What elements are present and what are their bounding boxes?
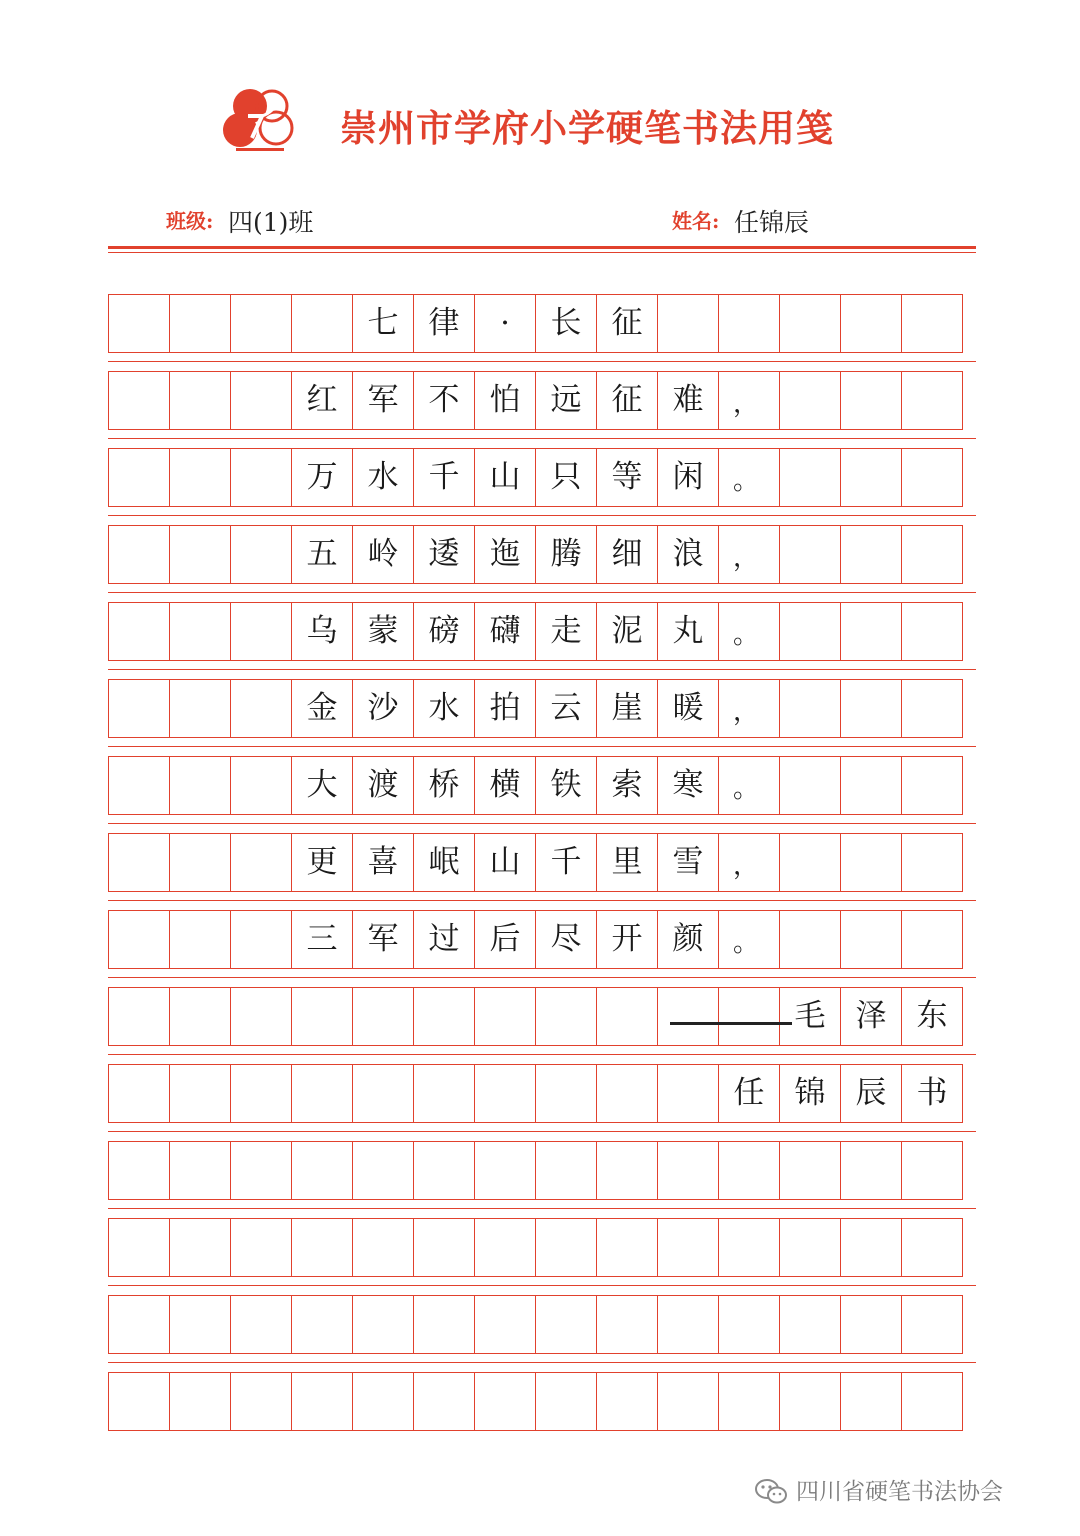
- grid-cell: ·: [474, 294, 536, 353]
- grid-cell: 辰: [840, 1064, 902, 1123]
- grid-row: [108, 1295, 976, 1354]
- grid-cell: 礴: [474, 602, 536, 661]
- grid-cell: [230, 294, 292, 353]
- grid-cell: [657, 1141, 719, 1200]
- grid-cell: 律: [413, 294, 475, 353]
- grid-cell: 。: [718, 756, 780, 815]
- wechat-icon: [754, 1478, 788, 1506]
- grid-cell: [413, 1141, 475, 1200]
- grid-cell: 。: [718, 448, 780, 507]
- grid-cell: [108, 371, 170, 430]
- grid-cell: [230, 1295, 292, 1354]
- grid-cell: [840, 833, 902, 892]
- grid-cell: [352, 1295, 414, 1354]
- grid-cell: [352, 1064, 414, 1123]
- grid-cell: 颜: [657, 910, 719, 969]
- watermark: [754, 1476, 1003, 1508]
- grid-cell: 雪: [657, 833, 719, 892]
- grid-cell: [108, 987, 170, 1046]
- grid-row: [108, 602, 976, 661]
- grid-cell: [108, 1372, 170, 1431]
- row-separator: [108, 1208, 976, 1209]
- grid-cell: [291, 1141, 353, 1200]
- grid-row: [108, 371, 976, 430]
- paper-title: 崇州市学府小学硬笔书法用笺: [340, 106, 834, 150]
- row-separator: [108, 1285, 976, 1286]
- grid-cell: [718, 294, 780, 353]
- grid-cell: [840, 756, 902, 815]
- grid-cell: 索: [596, 756, 658, 815]
- grid-cell: 水: [352, 448, 414, 507]
- grid-cell: ，: [718, 679, 780, 738]
- grid-cell: 逶: [413, 525, 475, 584]
- grid-cell: [657, 1064, 719, 1123]
- grid-cell: 征: [596, 371, 658, 430]
- grid-cell: [413, 987, 475, 1046]
- grid-cell: 蒙: [352, 602, 414, 661]
- grid-cell: [474, 1372, 536, 1431]
- grid-cell: [657, 1218, 719, 1277]
- grid-cell: [230, 525, 292, 584]
- grid-cell: 崖: [596, 679, 658, 738]
- grid-cell: 水: [413, 679, 475, 738]
- grid-cell: [718, 1141, 780, 1200]
- grid-cell: [230, 679, 292, 738]
- grid-cell: [596, 1064, 658, 1123]
- grid-cell: [718, 1218, 780, 1277]
- grid-cell: [108, 1295, 170, 1354]
- grid-row: [108, 294, 976, 353]
- grid-cell: [718, 1372, 780, 1431]
- grid-cell: 。: [718, 602, 780, 661]
- grid-cell: [901, 1141, 963, 1200]
- grid-cell: [901, 525, 963, 584]
- grid-cell: [230, 756, 292, 815]
- grid-cell: 书: [901, 1064, 963, 1123]
- grid-cell: [596, 987, 658, 1046]
- grid-cell: [108, 448, 170, 507]
- grid-cell: [169, 756, 231, 815]
- grid-cell: [840, 1218, 902, 1277]
- grid-cell: [535, 1295, 597, 1354]
- grid-cell: [169, 679, 231, 738]
- grid-cell: [413, 1295, 475, 1354]
- row-separator: [108, 361, 976, 362]
- grid-cell: [230, 448, 292, 507]
- grid-cell: 里: [596, 833, 658, 892]
- class-value: 四(1)班: [228, 208, 314, 237]
- paper-header: [0, 0, 1080, 260]
- grid-cell: [230, 910, 292, 969]
- grid-cell: [169, 1372, 231, 1431]
- grid-cell: 岷: [413, 833, 475, 892]
- grid-cell: 难: [657, 371, 719, 430]
- grid-cell: ，: [718, 833, 780, 892]
- grid-cell: [291, 294, 353, 353]
- row-separator: [108, 746, 976, 747]
- grid-cell: [291, 1218, 353, 1277]
- grid-cell: [840, 602, 902, 661]
- row-separator: [108, 669, 976, 670]
- grid-cell: [779, 910, 841, 969]
- grid-cell: 毛: [779, 987, 841, 1046]
- grid-cell: [779, 602, 841, 661]
- grid-cell: ，: [718, 525, 780, 584]
- grid-cell: [901, 1218, 963, 1277]
- attribution-dash: [670, 1022, 792, 1025]
- grid-cell: [230, 602, 292, 661]
- grid-cell: [108, 679, 170, 738]
- grid-cell: [108, 294, 170, 353]
- grid-cell: [474, 1218, 536, 1277]
- grid-cell: [779, 679, 841, 738]
- grid-cell: [230, 1064, 292, 1123]
- grid-cell: [474, 1141, 536, 1200]
- row-separator: [108, 515, 976, 516]
- grid-cell: [840, 910, 902, 969]
- header-divider-thin: [108, 252, 976, 253]
- school-logo-icon: [222, 86, 298, 158]
- grid-cell: [779, 756, 841, 815]
- grid-cell: [108, 1218, 170, 1277]
- grid-cell: 丸: [657, 602, 719, 661]
- grid-cell: 泽: [840, 987, 902, 1046]
- grid-cell: 磅: [413, 602, 475, 661]
- grid-cell: [230, 1141, 292, 1200]
- row-separator: [108, 1362, 976, 1363]
- grid-cell: [535, 987, 597, 1046]
- grid-cell: 等: [596, 448, 658, 507]
- grid-row: [108, 679, 976, 738]
- header-divider-thick: [108, 246, 976, 249]
- grid-cell: [474, 1295, 536, 1354]
- grid-cell: 不: [413, 371, 475, 430]
- grid-cell: 怕: [474, 371, 536, 430]
- writing-grid: [108, 294, 976, 1444]
- grid-cell: [230, 1372, 292, 1431]
- grid-cell: 云: [535, 679, 597, 738]
- grid-cell: [535, 1372, 597, 1431]
- name-value: 任锦辰: [734, 208, 810, 237]
- grid-cell: 喜: [352, 833, 414, 892]
- grid-cell: [779, 448, 841, 507]
- grid-cell: 金: [291, 679, 353, 738]
- grid-cell: [596, 1141, 658, 1200]
- grid-cell: [230, 833, 292, 892]
- grid-cell: 后: [474, 910, 536, 969]
- grid-cell: [657, 987, 719, 1046]
- grid-cell: 迤: [474, 525, 536, 584]
- grid-cell: 军: [352, 371, 414, 430]
- grid-cell: [413, 1372, 475, 1431]
- grid-cell: 七: [352, 294, 414, 353]
- grid-cell: [169, 602, 231, 661]
- class-label: 班级:: [166, 209, 214, 233]
- grid-cell: [901, 833, 963, 892]
- grid-cell: 山: [474, 448, 536, 507]
- name-label: 姓名:: [672, 209, 720, 233]
- grid-cell: [596, 1372, 658, 1431]
- grid-cell: [840, 679, 902, 738]
- grid-cell: [108, 910, 170, 969]
- row-separator: [108, 438, 976, 439]
- grid-cell: [291, 987, 353, 1046]
- grid-cell: [840, 1295, 902, 1354]
- grid-cell: 五: [291, 525, 353, 584]
- grid-cell: [779, 371, 841, 430]
- grid-cell: [108, 833, 170, 892]
- grid-row: [108, 1372, 976, 1431]
- grid-cell: [413, 1064, 475, 1123]
- grid-cell: 开: [596, 910, 658, 969]
- grid-cell: [901, 1372, 963, 1431]
- grid-cell: [108, 1064, 170, 1123]
- grid-cell: [840, 294, 902, 353]
- grid-cell: [352, 1372, 414, 1431]
- grid-cell: 尽: [535, 910, 597, 969]
- grid-cell: [169, 1295, 231, 1354]
- grid-cell: 万: [291, 448, 353, 507]
- grid-cell: 千: [413, 448, 475, 507]
- grid-cell: [169, 1064, 231, 1123]
- grid-row: [108, 756, 976, 815]
- grid-cell: [901, 294, 963, 353]
- grid-cell: [108, 756, 170, 815]
- grid-cell: [840, 1372, 902, 1431]
- grid-cell: [230, 987, 292, 1046]
- grid-cell: 红: [291, 371, 353, 430]
- grid-cell: [535, 1064, 597, 1123]
- grid-cell: 征: [596, 294, 658, 353]
- grid-cell: [901, 679, 963, 738]
- grid-cell: 锦: [779, 1064, 841, 1123]
- grid-cell: 。: [718, 910, 780, 969]
- grid-cell: [169, 1218, 231, 1277]
- grid-cell: ，: [718, 371, 780, 430]
- grid-cell: [169, 294, 231, 353]
- grid-row: [108, 833, 976, 892]
- grid-cell: [901, 756, 963, 815]
- grid-cell: [108, 525, 170, 584]
- grid-cell: [169, 371, 231, 430]
- grid-cell: 渡: [352, 756, 414, 815]
- grid-cell: [596, 1295, 658, 1354]
- grid-cell: 泥: [596, 602, 658, 661]
- grid-cell: 浪: [657, 525, 719, 584]
- grid-cell: 走: [535, 602, 597, 661]
- grid-cell: [901, 448, 963, 507]
- grid-cell: [657, 1372, 719, 1431]
- grid-cell: [352, 987, 414, 1046]
- grid-cell: 沙: [352, 679, 414, 738]
- grid-cell: [596, 1218, 658, 1277]
- grid-cell: [779, 1372, 841, 1431]
- grid-cell: [840, 448, 902, 507]
- grid-cell: [779, 833, 841, 892]
- grid-row: [108, 910, 976, 969]
- grid-cell: 山: [474, 833, 536, 892]
- grid-cell: 东: [901, 987, 963, 1046]
- grid-cell: [352, 1218, 414, 1277]
- grid-cell: [291, 1295, 353, 1354]
- grid-row: [108, 525, 976, 584]
- grid-cell: [230, 1218, 292, 1277]
- grid-cell: [535, 1218, 597, 1277]
- grid-cell: [169, 448, 231, 507]
- grid-cell: [474, 987, 536, 1046]
- grid-cell: 铁: [535, 756, 597, 815]
- grid-cell: 过: [413, 910, 475, 969]
- grid-cell: 腾: [535, 525, 597, 584]
- grid-cell: [840, 525, 902, 584]
- grid-cell: 岭: [352, 525, 414, 584]
- grid-cell: [474, 1064, 536, 1123]
- row-separator: [108, 823, 976, 824]
- grid-cell: 闲: [657, 448, 719, 507]
- grid-cell: [230, 371, 292, 430]
- grid-row: [108, 1218, 976, 1277]
- grid-cell: [169, 987, 231, 1046]
- row-separator: [108, 900, 976, 901]
- grid-cell: [840, 371, 902, 430]
- grid-cell: [779, 525, 841, 584]
- grid-cell: 远: [535, 371, 597, 430]
- grid-cell: [352, 1141, 414, 1200]
- grid-cell: [108, 602, 170, 661]
- grid-cell: [169, 910, 231, 969]
- grid-cell: 桥: [413, 756, 475, 815]
- grid-cell: 细: [596, 525, 658, 584]
- grid-cell: 任: [718, 1064, 780, 1123]
- grid-cell: 三: [291, 910, 353, 969]
- grid-cell: 军: [352, 910, 414, 969]
- grid-row: [108, 987, 976, 1046]
- grid-cell: [840, 1141, 902, 1200]
- grid-cell: [291, 1372, 353, 1431]
- grid-cell: [169, 525, 231, 584]
- grid-cell: [657, 294, 719, 353]
- grid-cell: [169, 833, 231, 892]
- grid-cell: 千: [535, 833, 597, 892]
- grid-cell: [901, 1295, 963, 1354]
- grid-cell: [779, 1218, 841, 1277]
- grid-cell: 横: [474, 756, 536, 815]
- grid-cell: [779, 1295, 841, 1354]
- grid-row: [108, 1141, 976, 1200]
- grid-cell: 拍: [474, 679, 536, 738]
- grid-cell: 暖: [657, 679, 719, 738]
- grid-cell: [901, 602, 963, 661]
- grid-cell: 寒: [657, 756, 719, 815]
- grid-cell: [718, 987, 780, 1046]
- grid-cell: 乌: [291, 602, 353, 661]
- grid-cell: [108, 1141, 170, 1200]
- grid-cell: 大: [291, 756, 353, 815]
- grid-cell: 更: [291, 833, 353, 892]
- row-separator: [108, 1131, 976, 1132]
- grid-cell: [718, 1295, 780, 1354]
- grid-cell: [779, 1141, 841, 1200]
- grid-cell: [901, 910, 963, 969]
- watermark-text: 四川省硬笔书法协会: [796, 1479, 1003, 1505]
- grid-cell: 长: [535, 294, 597, 353]
- grid-cell: [657, 1295, 719, 1354]
- grid-cell: [291, 1064, 353, 1123]
- grid-cell: [169, 1141, 231, 1200]
- grid-cell: 只: [535, 448, 597, 507]
- row-separator: [108, 977, 976, 978]
- grid-cell: [413, 1218, 475, 1277]
- row-separator: [108, 1054, 976, 1055]
- grid-row: [108, 448, 976, 507]
- grid-cell: [779, 294, 841, 353]
- grid-cell: [535, 1141, 597, 1200]
- grid-cell: [901, 371, 963, 430]
- row-separator: [108, 592, 976, 593]
- grid-row: [108, 1064, 976, 1123]
